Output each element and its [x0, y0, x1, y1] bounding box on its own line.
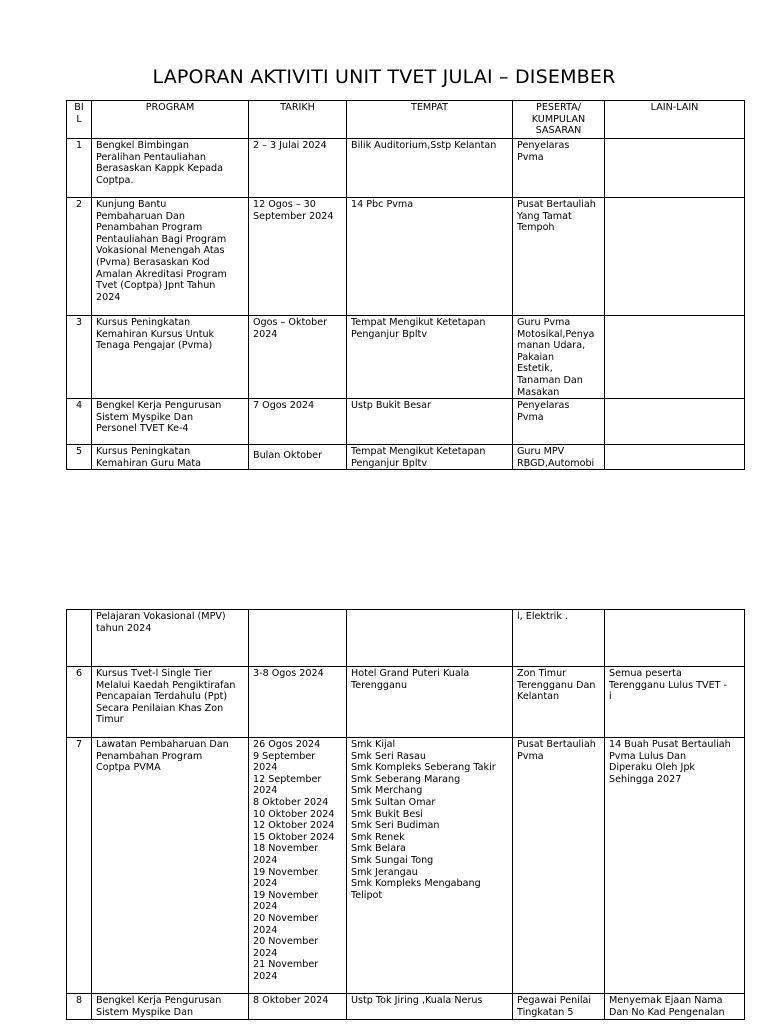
cell-tempat [347, 610, 513, 667]
cell-tarikh: 2 – 3 Julai 2024 [249, 139, 347, 198]
cell-lain-lain: 14 Buah Pusat Bertauliah Pvma Lulus Dan Diperaku Oleh Jpk Sehingga 2027 [605, 738, 745, 994]
cell-program: Lawatan Pembaharuan Dan Penambahan Program Coptpa PVMA [92, 738, 249, 994]
table-row [67, 399, 745, 445]
cell-program: Bengkel Kerja Pengurusan Sistem Myspike Dan [92, 994, 249, 1020]
cell-tempat: Tempat Mengikut Ketetapan Penganjur Bpltv [347, 316, 513, 399]
cell-tarikh [249, 610, 347, 667]
header-program: PROGRAM [92, 101, 249, 139]
cell-tarikh: 8 Oktober 2024 [249, 994, 347, 1020]
table-row [67, 994, 745, 1020]
cell-lain-lain [605, 198, 745, 316]
cell-peserta: Penyelaras Pvma [513, 399, 605, 445]
cell-lain-lain [605, 316, 745, 399]
table-row [67, 139, 745, 198]
cell-lain-lain [605, 399, 745, 445]
cell-tarikh: 3-8 Ogos 2024 [249, 667, 347, 738]
cell-bil: 8 [67, 994, 92, 1020]
table-row [67, 738, 745, 994]
cell-lain-lain: Menyemak Ejaan Nama Dan No Kad Pengenalan [605, 994, 745, 1020]
table-row [67, 445, 745, 470]
cell-program: Pelajaran Vokasional (MPV) tahun 2024 [92, 610, 249, 667]
cell-lain-lain [605, 139, 745, 198]
table-row [67, 667, 745, 738]
cell-bil: 6 [67, 667, 92, 738]
cell-tempat: Smk Kijal Smk Seri Rasau Smk Kompleks Seberang Takir Smk Seberang Marang Smk Merchang Smk Sultan Omar Smk Bukit Besi Smk Seri Budiman Smk Renek Smk Belara Smk Sungai Tong Smk Jerangau Smk Kompleks Mengabang Telipot [347, 738, 513, 994]
cell-bil: 3 [67, 316, 92, 399]
cell-program: Kunjung Bantu Pembaharuan Dan Penambahan Program Pentauliahan Bagi Program Vokasional Menengah Atas (Pvma) Berasaskan Kod Amalan Akreditasi Program Tvet (Coptpa) Jpnt Tahun 2024 [92, 198, 249, 316]
cell-peserta: Guru Pvma Motosikal,Penya manan Udara, Pakaian Estetik, Tanaman Dan Masakan [513, 316, 605, 399]
cell-program: Kursus Tvet-l Single Tier Melalui Kaedah Pengiktirafan Pencapaian Terdahulu (Ppt) Secara Penilaian Khas Zon Timur [92, 667, 249, 738]
document-title: LAPORAN AKTIVITI UNIT TVET JULAI – DISEMBER [152, 66, 616, 88]
cell-program: Kursus Peningkatan Kemahiran Guru Mata [92, 445, 249, 470]
cell-peserta: l, Elektrik . [513, 610, 605, 667]
cell-peserta: Pusat Bertauliah Pvma [513, 738, 605, 994]
cell-tarikh: Ogos – Oktober 2024 [249, 316, 347, 399]
cell-bil: 7 [67, 738, 92, 994]
header-tarikh: TARIKH [249, 101, 347, 139]
activity-table-page-2 [66, 609, 745, 1020]
cell-tarikh: 7 Ogos 2024 [249, 399, 347, 445]
cell-bil: 1 [67, 139, 92, 198]
cell-bil: 4 [67, 399, 92, 445]
cell-tempat: Ustp Bukit Besar [347, 399, 513, 445]
cell-peserta: Pegawai Penilai Tingkatan 5 [513, 994, 605, 1020]
header-lain-lain: LAIN-LAIN [605, 101, 745, 139]
table-row [67, 610, 745, 667]
cell-tarikh: Bulan Oktober [253, 450, 323, 462]
cell-lain-lain [605, 610, 745, 667]
cell-lain-lain: Semua peserta Terengganu Lulus TVET - i [605, 667, 745, 738]
header-peserta: PESERTA/ KUMPULAN SASARAN [513, 101, 605, 139]
cell-lain-lain [605, 445, 745, 470]
cell-bil: 2 [67, 198, 92, 316]
cell-tempat: Hotel Grand Puteri Kuala Terengganu [347, 667, 513, 738]
cell-tempat: 14 Pbc Pvma [347, 198, 513, 316]
table-row [67, 198, 745, 316]
cell-program: Bengkel Bimbingan Peralihan Pentauliahan Berasaskan Kappk Kepada Coptpa. [92, 139, 249, 198]
table-row [67, 316, 745, 399]
cell-tempat: Ustp Tok Jiring ,Kuala Nerus [347, 994, 513, 1020]
cell-peserta: Zon Timur Terengganu Dan Kelantan [513, 667, 605, 738]
header-tempat: TEMPAT [347, 101, 513, 139]
cell-tarikh: 12 Ogos – 30 September 2024 [249, 198, 347, 316]
cell-peserta: Penyelaras Pvma [513, 139, 605, 198]
header-bil: BI L [67, 101, 92, 139]
cell-program: Kursus Peningkatan Kemahiran Kursus Untuk Tenaga Pengajar (Pvma) [92, 316, 249, 399]
cell-bil: 5 [67, 445, 92, 470]
cell-peserta: Pusat Bertauliah Yang Tamat Tempoh [513, 198, 605, 316]
cell-tempat: Bilik Auditorium,Sstp Kelantan [347, 139, 513, 198]
table-header-row [67, 101, 745, 139]
cell-bil [67, 610, 92, 667]
activity-table-page-1 [66, 100, 745, 470]
cell-program: Bengkel Kerja Pengurusan Sistem Myspike Dan Personel TVET Ke-4 [92, 399, 249, 445]
cell-tarikh: 26 Ogos 2024 9 September 2024 12 September 2024 8 Oktober 2024 10 Oktober 2024 12 Oktober 2024 15 Oktober 2024 18 November 2024 19 November 2024 19 November 2024 20 November 2024 20 November 2024 21 November 2024 [249, 738, 347, 994]
cell-tempat: Tempat Mengikut Ketetapan Penganjur Bpltv [347, 445, 513, 470]
cell-peserta: Guru MPV RBGD,Automobi [513, 445, 605, 470]
